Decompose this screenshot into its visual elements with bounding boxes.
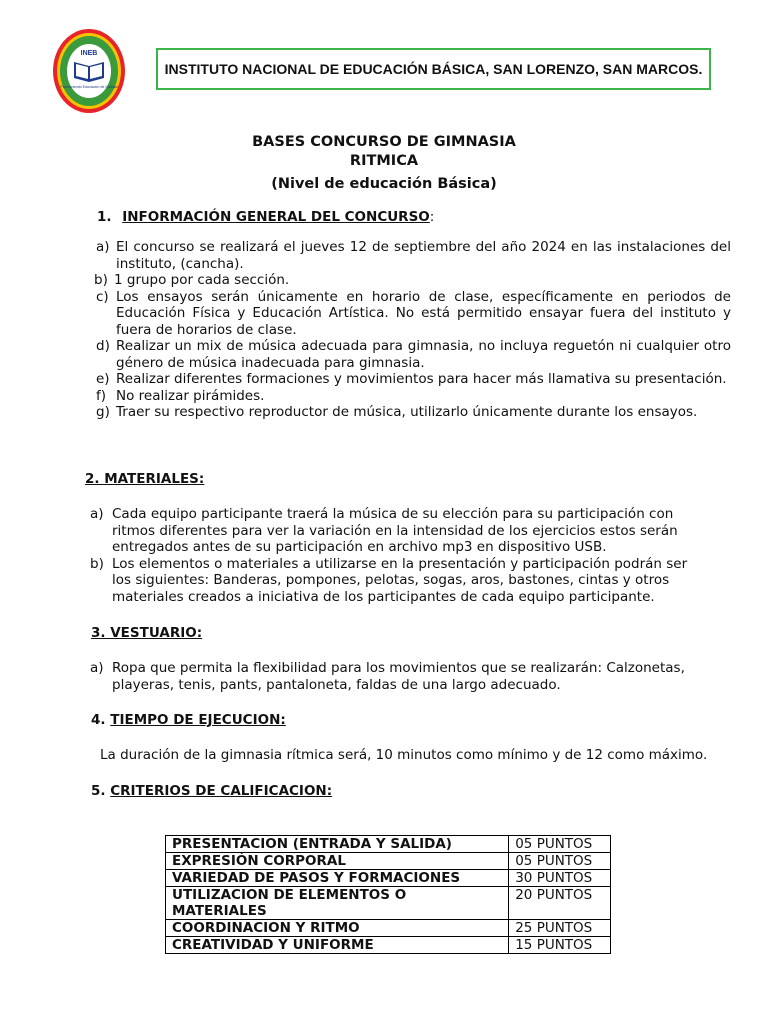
- points-cell: 30 PUNTOS: [509, 870, 611, 887]
- list-item: [96, 371, 731, 388]
- list-item-text: No realizar pirámides.: [116, 387, 265, 404]
- title-line-1: BASES CONCURSO DE GIMNASIA: [252, 134, 516, 150]
- list-item-text: Ropa que permita la flexibilidad para los movimientos que se realizarán: Calzonetas, playeras, tenis, pants, pantaloneta, faldas de una largo adecuado.: [112, 660, 685, 693]
- section-1-suffix: :: [429, 209, 435, 225]
- list-item: [96, 289, 731, 339]
- list-marker: a): [90, 660, 104, 676]
- table-row: [166, 836, 611, 853]
- list-item-text: 1 grupo por cada sección.: [114, 272, 290, 288]
- table-row: [166, 853, 611, 870]
- section-4-heading: [91, 712, 286, 728]
- list-item-text: Los ensayos serán únicamente en horario de clase, específicamente en periodos de Educación Física y Educación Artística. No está permitido ensayar fuera del instituto y fuera de horarios de clase.: [116, 288, 731, 338]
- title-line-3: (Nivel de educación Básica): [271, 176, 497, 192]
- section-4-text: La duración de la gimnasia rítmica será, 10 minutos como mínimo y de 12 como máximo.: [100, 747, 708, 763]
- list-item: [90, 506, 710, 556]
- criterion-cell: EXPRESIÓN CORPORAL: [166, 853, 509, 870]
- list-item-text: Realizar diferentes formaciones y movimientos para hacer más llamativa su presentación.: [116, 371, 727, 387]
- section-3-list: [90, 660, 710, 693]
- logo-abbr: INEB: [80, 50, 98, 57]
- criterion-cell: CREATIVIDAD Y UNIFORME: [166, 937, 509, 954]
- logo-motto: Promoviendo Educación de Calidad: [60, 85, 118, 89]
- list-item: [94, 272, 731, 289]
- institution-header: [156, 48, 711, 90]
- table-row: [166, 887, 611, 920]
- list-marker: b): [94, 272, 108, 288]
- table-row: [166, 937, 611, 954]
- list-item: [96, 239, 731, 272]
- criteria-table: [165, 835, 611, 954]
- table-row: [166, 870, 611, 887]
- section-4-number: 4.: [91, 712, 106, 728]
- section-4-title: TIEMPO DE EJECUCION:: [110, 712, 286, 728]
- list-item-text: Cada equipo participante traerá la música de su elección para su participación con ritmos diferentes para ver la variación en la intensidad de los ejercicios estos serán entregados antes de su participación en archivo mp3 en dispositivo USB.: [112, 506, 678, 555]
- list-item-text: Traer su respectivo reproductor de música, utilizarlo únicamente durante los ensayos.: [116, 404, 698, 420]
- criterion-cell: COORDINACION Y RITMO: [166, 920, 509, 937]
- list-marker: a): [90, 506, 104, 522]
- criterion-cell: UTILIZACION DE ELEMENTOS O MATERIALES: [166, 887, 509, 920]
- institution-logo: [52, 28, 126, 114]
- list-item-text: Realizar un mix de música adecuada para gimnasia, no incluya reguetón ni cualquier otro género de música inadecuada para gimnasia.: [116, 338, 731, 371]
- section-2-list: [90, 506, 710, 605]
- section-1-heading: [97, 209, 434, 225]
- institution-name: INSTITUTO NACIONAL DE EDUCACIÓN BÁSICA, SAN LORENZO, SAN MARCOS.: [164, 61, 703, 77]
- points-cell: 20 PUNTOS: [509, 887, 611, 920]
- points-cell: 05 PUNTOS: [509, 853, 611, 870]
- points-cell: 25 PUNTOS: [509, 920, 611, 937]
- list-marker: e): [96, 371, 110, 387]
- list-item-text: Los elementos o materiales a utilizarse en la presentación y participación podrán ser los siguientes: Banderas, pompones, pelotas, sogas, aros, bastones, cintas y otros materiales creados a iniciativa de los participantes de cada equipo participante.: [112, 555, 688, 605]
- list-marker: b): [90, 555, 104, 572]
- list-marker: d): [96, 338, 110, 354]
- list-marker: f): [96, 387, 107, 404]
- section-1-list: [96, 239, 731, 421]
- list-marker: g): [96, 404, 110, 420]
- list-item: [90, 556, 710, 606]
- list-marker: a): [96, 239, 110, 255]
- section-2-heading: 2. MATERIALES:: [85, 471, 205, 487]
- table-row: [166, 920, 611, 937]
- list-item: [90, 660, 710, 693]
- criterion-cell: PRESENTACION (ENTRADA Y SALIDA): [166, 836, 509, 853]
- list-marker: c): [96, 288, 109, 305]
- section-1-title: INFORMACIÓN GENERAL DEL CONCURSO: [122, 209, 430, 225]
- criterion-cell: VARIEDAD DE PASOS Y FORMACIONES: [166, 870, 509, 887]
- section-5-title: CRITERIOS DE CALIFICACION:: [110, 783, 333, 799]
- section-5-number: 5.: [91, 783, 106, 799]
- section-1-number: 1.: [97, 209, 112, 225]
- points-cell: 05 PUNTOS: [509, 836, 611, 853]
- points-cell: 15 PUNTOS: [509, 937, 611, 954]
- document-title: [0, 133, 768, 194]
- list-item: [96, 404, 731, 421]
- section-3-heading: 3. VESTUARIO:: [91, 625, 203, 641]
- list-item: [96, 388, 731, 405]
- section-5-heading: [91, 783, 332, 799]
- list-item-text: El concurso se realizará el jueves 12 de septiembre del año 2024 en las instalaciones del instituto, (cancha).: [116, 239, 731, 272]
- list-item: [96, 338, 731, 371]
- title-line-2: RITMICA: [349, 153, 419, 169]
